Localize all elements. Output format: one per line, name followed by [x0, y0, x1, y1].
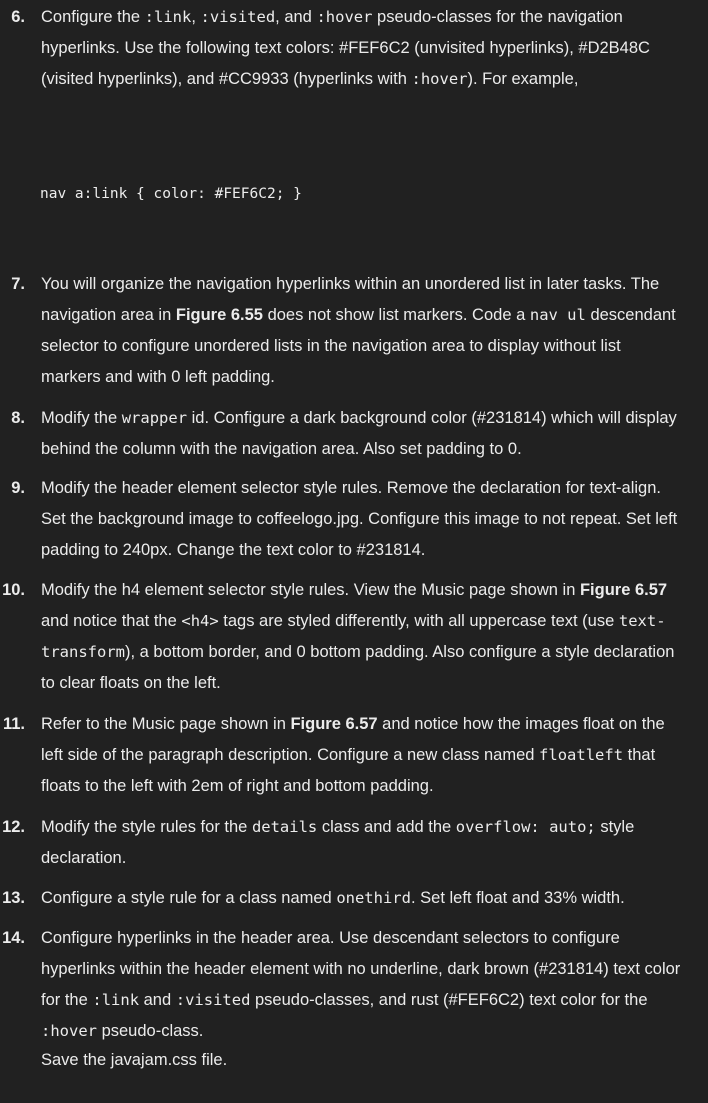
inline-code: :hover	[316, 8, 373, 26]
text-segment: Configure hyperlinks in the header area. Use descendant selectors to configure hyperlinks within the header element with no underline, dark brown (#231814) text color for the	[41, 929, 681, 1009]
item-text	[41, 269, 681, 393]
inline-code: details	[251, 818, 318, 836]
text-segment: and notice how the images float on the left side of the paragraph description. Configure a new class named	[41, 715, 665, 764]
item-number: 12.	[2, 818, 25, 836]
inline-code: text-transform	[41, 612, 666, 661]
text-segment: Configure the	[41, 8, 145, 26]
inline-code: :link	[92, 991, 140, 1009]
inline-code: :hover	[41, 1022, 97, 1040]
item-text	[41, 403, 681, 465]
item-number: 14.	[2, 929, 25, 947]
text-segment: , and	[275, 8, 317, 26]
save-instruction: Save the javajam.css file.	[41, 1051, 228, 1069]
inline-code: onethird	[336, 889, 411, 907]
figure-reference: Figure 6.57	[290, 715, 378, 733]
text-segment: ). For example,	[467, 70, 579, 88]
item-number: 11.	[2, 715, 25, 733]
item-number: 9.	[11, 479, 25, 497]
text-segment: You will organize the navigation hyperlinks within an unordered list in later tasks. The navigation area in	[41, 275, 660, 324]
figure-reference: Figure 6.57	[579, 581, 668, 599]
text-segment: Configure a style rule for a class named	[41, 889, 337, 907]
text-segment: pseudo-classes, and rust (#FEF6C2) text color for the	[250, 991, 648, 1009]
item-text	[41, 575, 681, 699]
inline-code: nav ul	[529, 306, 586, 324]
item-text	[41, 2, 681, 95]
inline-code: floatleft	[539, 746, 624, 764]
text-segment: that floats to the left with 2em of right and bottom padding.	[41, 746, 656, 795]
text-segment: pseudo-class.	[97, 1022, 204, 1040]
text-segment: style declaration.	[41, 818, 635, 867]
text-segment: does not show list markers. Code a	[262, 306, 530, 324]
item-number: 6.	[11, 8, 25, 26]
text-segment: . Set left float and 33% width.	[410, 889, 625, 907]
inline-code: :visited	[200, 8, 276, 26]
text-segment: Modify the h4 element selector style rules. View the Music page shown in	[41, 581, 580, 599]
text-segment: tags are styled differently, with all uppercase text (use	[218, 612, 619, 630]
text-segment: ,	[191, 8, 201, 26]
item-text	[41, 812, 681, 874]
item-number: 8.	[11, 409, 25, 427]
text-segment: Modify the style rules for the	[41, 818, 252, 836]
item-text	[41, 473, 681, 566]
text-segment: ), a bottom border, and 0 bottom padding. Also configure a style declaration to clear floats on the left.	[41, 643, 675, 692]
text-segment: Refer to the Music page shown in	[41, 715, 291, 733]
item-number: 7.	[11, 275, 25, 293]
inline-code: :link	[144, 8, 192, 26]
figure-reference: Figure 6.55	[175, 306, 263, 324]
item-number: 10.	[2, 581, 25, 599]
text-segment: Modify the	[41, 409, 122, 427]
text-segment: descendant selector to configure unordered lists in the navigation area to display without list markers and with 0 left padding.	[41, 306, 676, 386]
item-text	[41, 883, 681, 914]
text-segment: pseudo-classes for the navigation hyperlinks. Use the following text colors: #FEF6C2 (unvisited hyperlinks), #D2B48C (visited hyperlinks), and #CC9933 (hyperlinks with	[41, 8, 650, 88]
item-number: 13.	[2, 889, 25, 907]
inline-code: :hover	[411, 70, 468, 88]
text-segment: id. Configure a dark background color (#231814) which will display behind the column with the navigation area. Also set padding to 0.	[41, 409, 677, 458]
text-segment: class and add the	[317, 818, 456, 836]
inline-code: <h4>	[181, 612, 219, 630]
inline-code: wrapper	[121, 409, 188, 427]
text-segment: and	[139, 991, 176, 1009]
item-text	[41, 923, 681, 1047]
text-segment: and notice that the	[41, 612, 182, 630]
inline-code: overflow: auto;	[455, 818, 596, 836]
inline-code: :visited	[175, 991, 251, 1009]
code-example: nav a:link { color: #FEF6C2; }	[40, 186, 302, 202]
item-text	[41, 709, 681, 802]
text-segment: Modify the header element selector style rules. Remove the declaration for text-align. Set the background image to coffeelogo.jpg. Configure this image to not repeat. Set left padding to 240px. Change the text color to #231814.	[41, 479, 678, 559]
